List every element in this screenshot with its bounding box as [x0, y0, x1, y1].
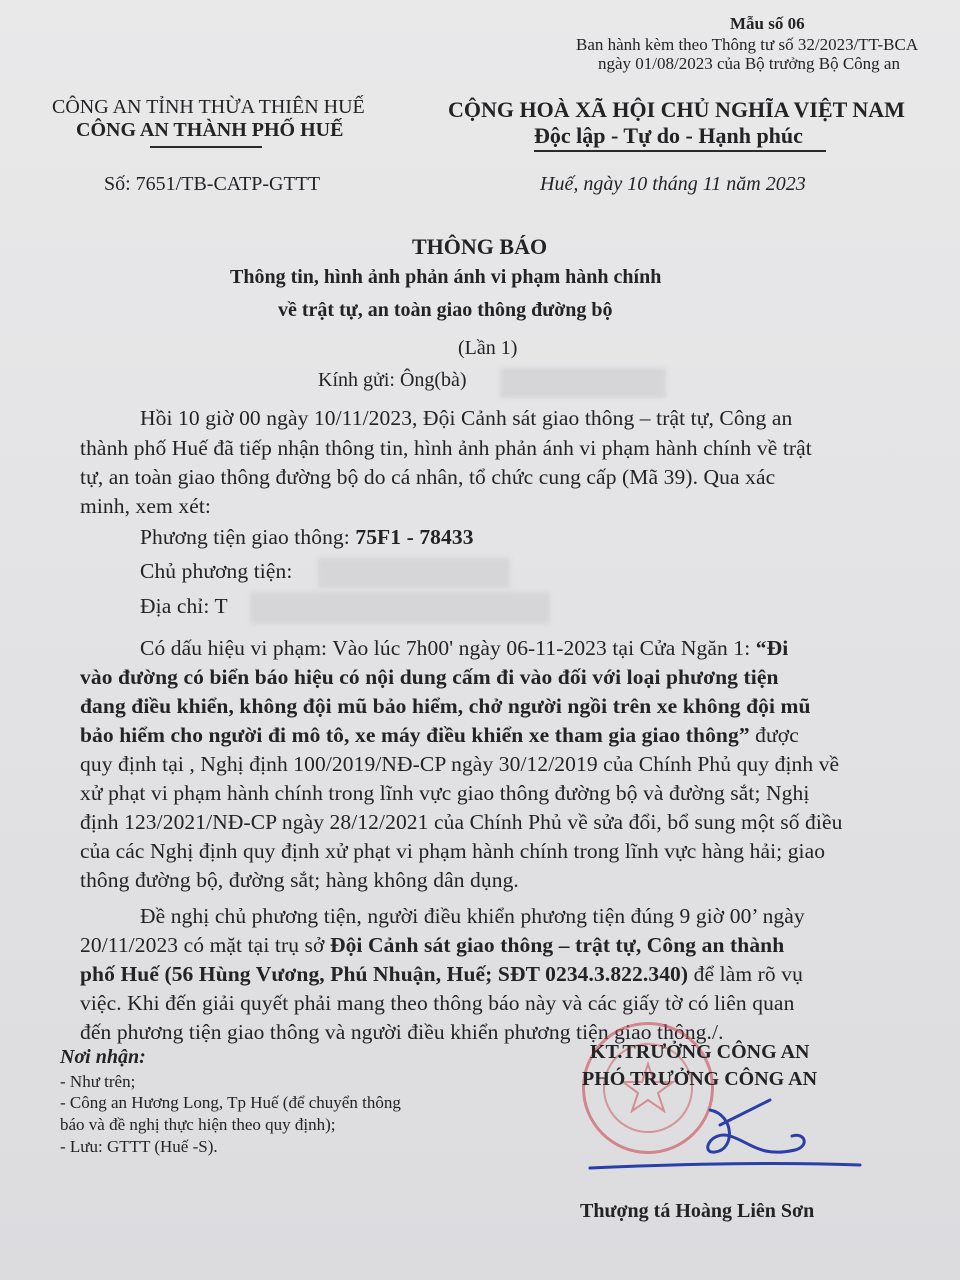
recipients-item-2-line2: báo và đề nghị thực hiện theo quy định); — [60, 1115, 336, 1134]
request-line5: đến phương tiện giao thông và người điều khiển phương tiện giao thông./. — [80, 1020, 724, 1044]
violation-line4-bold: bảo hiểm cho người đi mô tô, xe máy điều khiển xe tham gia giao thông” — [80, 723, 750, 747]
notice-subtitle-2: về trật tự, an toàn giao thông đường bộ — [278, 299, 613, 321]
signer-name: Thượng tá Hoàng Liên Sơn — [580, 1200, 815, 1222]
address-label: Địa chỉ: T — [140, 594, 228, 618]
request-line3 — [80, 962, 803, 987]
form-issued-line1: Ban hành kèm theo Thông tư số 32/2023/TT-BCA — [576, 35, 919, 54]
violation-line1-text: Có dấu hiệu vi phạm: Vào lúc 7h00' ngày 06-11-2023 tại Cửa Ngăn 1: — [140, 636, 756, 660]
recipients-item-3: - Lưu: GTTT (Huế -S). — [60, 1137, 218, 1156]
request-line2-text: 20/11/2023 có mặt tại trụ sở — [80, 933, 330, 957]
agency-underline — [150, 146, 262, 148]
motto-underline — [534, 150, 826, 152]
request-line3-bold: phố Huế (56 Hùng Vương, Phú Nhuận, Huế; SĐT 0234.3.822.340) — [80, 962, 689, 986]
vehicle-line — [140, 525, 474, 550]
violation-line5: quy định tại , Nghị định 100/2019/NĐ-CP ngày 30/12/2019 của Chính Phủ quy định về — [80, 752, 840, 776]
request-line4: việc. Khi đến giải quyết phải mang theo thông báo này và các giấy tờ có liên quan — [80, 991, 795, 1015]
request-line2-bold: Đội Cảnh sát giao thông – trật tự, Công an thành — [329, 933, 785, 957]
redacted-owner — [318, 558, 510, 588]
violation-line4-text: được — [749, 723, 799, 747]
notice-subtitle-1: Thông tin, hình ảnh phản ánh vi phạm hành chính — [230, 266, 662, 288]
agency-name: CÔNG AN THÀNH PHỐ HUẾ — [76, 119, 344, 141]
form-number: Mẫu số 06 — [730, 14, 805, 33]
request-line1: Đề nghị chủ phương tiện, người điều khiển phương tiện đúng 9 giờ 00’ ngày — [140, 904, 805, 928]
recipient-label: Kính gửi: Ông(bà) — [318, 369, 467, 391]
violation-line3: đang điều khiển, không đội mũ bảo hiểm, chở người ngồi trên xe không đội mũ — [80, 694, 811, 718]
national-motto: Độc lập - Tự do - Hạnh phúc — [534, 123, 803, 148]
agency-parent: CÔNG AN TỈNH THỪA THIÊN HUẾ — [52, 96, 365, 118]
notice-round: (Lần 1) — [458, 337, 518, 359]
recipients-item-2-line1: - Công an Hương Long, Tp Huế (để chuyển thông — [60, 1093, 401, 1112]
notice-title: THÔNG BÁO — [412, 234, 548, 259]
place-date: Huế, ngày 10 tháng 11 năm 2023 — [540, 173, 806, 195]
vehicle-label: Phương tiện giao thông: — [140, 525, 356, 549]
body-p1-line1: Hồi 10 giờ 00 ngày 10/11/2023, Đội Cảnh sát giao thông – trật tự, Công an — [140, 406, 793, 430]
signature-line1: KT.TRƯỞNG CÔNG AN — [590, 1041, 810, 1063]
handwritten-signature — [560, 1070, 880, 1180]
vehicle-plate: 75F1 - 78433 — [355, 525, 474, 549]
violation-line1-bold: “Đi — [755, 636, 789, 660]
request-line2 — [80, 933, 784, 958]
body-p1-line2: thành phố Huế đã tiếp nhận thông tin, hình ảnh phản ánh vi phạm hành chính về trật — [80, 436, 812, 460]
violation-line2: vào đường có biển báo hiệu có nội dung cấm đi vào đối với loại phương tiện — [80, 665, 779, 689]
violation-line4 — [80, 723, 799, 748]
violation-line7: định 123/2021/NĐ-CP ngày 28/12/2021 của Chính Phủ về sửa đổi, bổ sung một số điều — [80, 810, 843, 834]
recipients-heading: Nơi nhận: — [60, 1046, 146, 1068]
recipients-item-1: - Như trên; — [60, 1072, 136, 1091]
violation-line9: thông đường bộ, đường sắt; hàng không dân dụng. — [80, 868, 519, 892]
document-number: Số: 7651/TB-CATP-GTTT — [104, 173, 321, 195]
body-p1-line3: tự, an toàn giao thông đường bộ do cá nhân, tổ chức cung cấp (Mã 39). Qua xác — [80, 465, 776, 489]
signature-line2: PHÓ TRƯỞNG CÔNG AN — [582, 1068, 818, 1090]
violation-line6: xử phạt vi phạm hành chính trong lĩnh vực giao thông đường bộ và đường sắt; Nghị — [80, 781, 810, 805]
owner-label: Chủ phương tiện: — [140, 559, 293, 583]
request-line3-text: để làm rõ vụ — [688, 962, 803, 986]
violation-line1 — [140, 636, 788, 661]
redacted-recipient-name — [500, 368, 666, 398]
redacted-address — [250, 592, 550, 624]
form-issued-line2: ngày 01/08/2023 của Bộ trưởng Bộ Công an — [598, 54, 900, 73]
body-p1-line4: minh, xem xét: — [80, 494, 211, 518]
violation-line8: của các Nghị định quy định xử phạt vi phạm hành chính trong lĩnh vực hàng hải; giao — [80, 839, 826, 863]
national-title: CỘNG HOÀ XÃ HỘI CHỦ NGHĨA VIỆT NAM — [448, 97, 905, 122]
